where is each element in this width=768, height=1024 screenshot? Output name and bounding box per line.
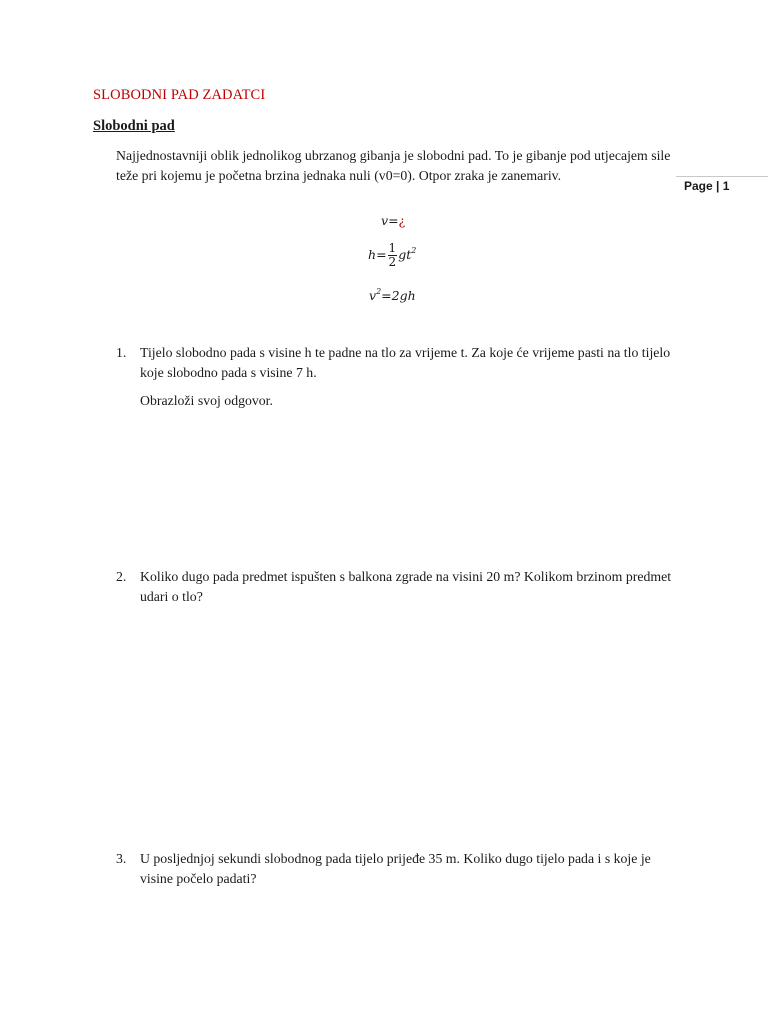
- formula-height: [368, 242, 416, 269]
- formula-exponent: 2: [411, 246, 417, 255]
- question-2: [116, 567, 676, 607]
- question-number: 3.: [116, 851, 127, 866]
- question-text: U posljednjoj sekundi slobodnog pada tijelo prijeđe 35 m. Koliko dugo tijelo pada i s koje je visine počelo padati?: [140, 851, 651, 886]
- question-note: Obrazloži svoj odgovor.: [140, 393, 273, 408]
- formula-equals: =: [376, 247, 387, 262]
- formula-velocity-squared: [369, 287, 416, 303]
- formula-exponent: 2: [376, 287, 382, 296]
- fraction-denominator: 2: [388, 255, 397, 269]
- formula-placeholder: ¿: [398, 213, 406, 228]
- formula-symbol: h: [368, 247, 377, 262]
- formula-equals: =: [381, 288, 392, 303]
- formula-term: 2gh: [391, 288, 416, 303]
- page-number: Page | 1: [676, 176, 768, 200]
- question-3: [116, 849, 676, 889]
- formula-term: gt: [398, 247, 412, 262]
- formula-fraction: [388, 242, 398, 269]
- question-number: 2.: [116, 569, 127, 584]
- fraction-numerator: 1: [388, 241, 397, 255]
- formula-velocity: [381, 213, 405, 228]
- document-title: SLOBODNI PAD ZADATCI: [93, 87, 266, 103]
- question-1: [116, 343, 676, 383]
- intro-paragraph: Najjednostavniji oblik jednolikog ubrzanog gibanja je slobodni pad. To je gibanje pod utjecajem sile teže pri kojemu je početna brzina jednaka nuli (v0=0). Otpor zraka je zanemariv.: [116, 148, 671, 183]
- question-text: Tijelo slobodno pada s visine h te padne na tlo za vrijeme t. Za koje će vrijeme pasti na tlo tijelo koje slobodno pada s visine 7 h.: [140, 345, 671, 380]
- formula-symbol: v: [369, 288, 377, 303]
- question-number: 1.: [116, 345, 127, 360]
- question-text: Koliko dugo pada predmet ispušten s balkona zgrade na visini 20 m? Kolikom brzinom predmet udari o tlo?: [140, 569, 672, 604]
- section-heading: Slobodni pad: [93, 118, 175, 134]
- formula-symbol: v: [381, 213, 389, 228]
- formula-equals: =: [388, 213, 399, 228]
